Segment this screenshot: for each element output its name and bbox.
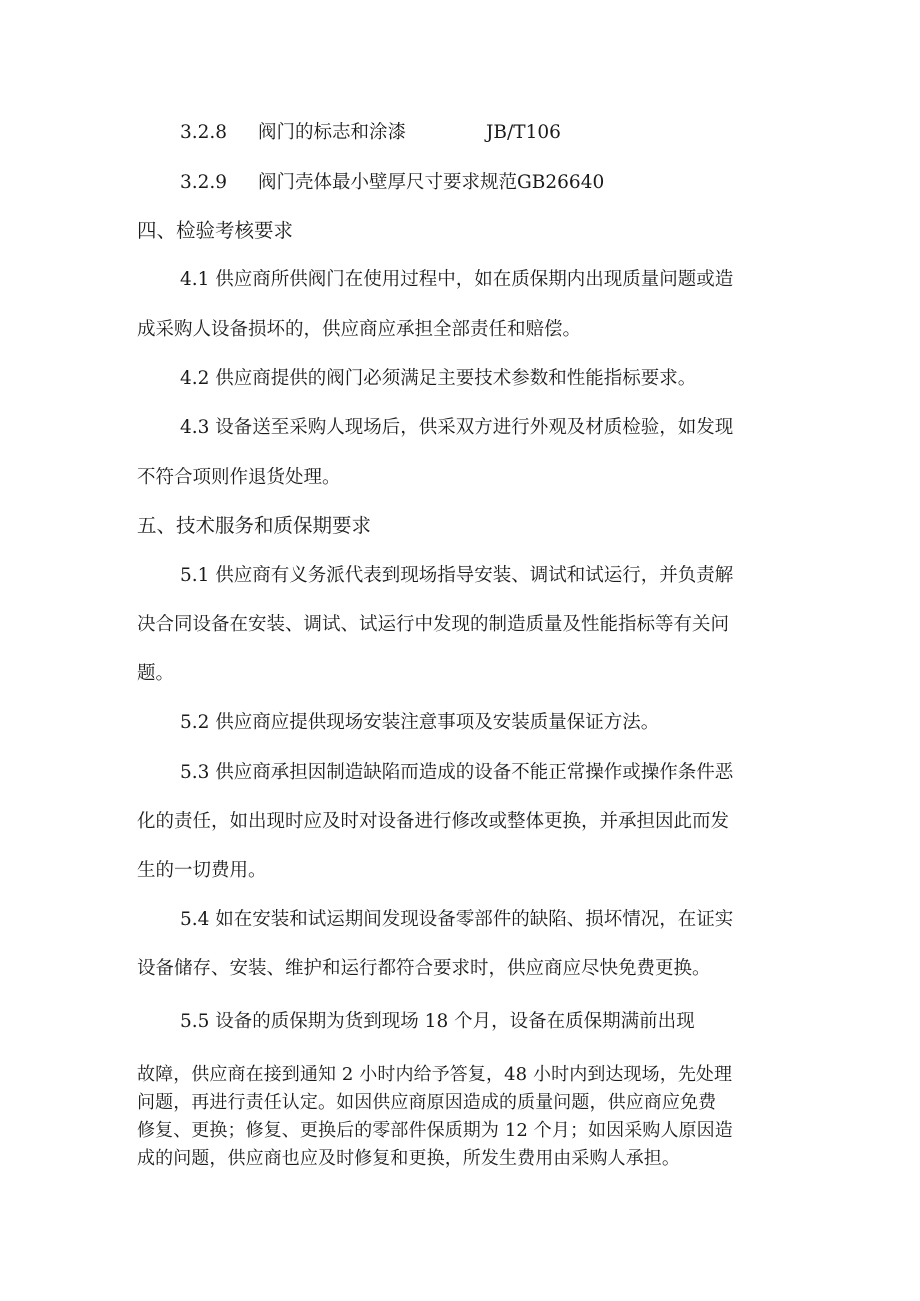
paragraph-5-3-line-2: 化的责任，如出现时应及时对设备进行修改或整体更换，并承担因此而发 <box>137 811 730 832</box>
paragraph-5-5-line-3: 问题，再进行责任认定。如因供应商原因造成的质量问题，供应商应免费 <box>137 1092 717 1113</box>
paragraph-5-4-line-2: 设备储存、安装、维护和运行都符合要求时，供应商应尽快免费更换。 <box>137 958 711 979</box>
paragraph-4-2: 4.2 供应商提供的阀门必须满足主要技术参数和性能指标要求。 <box>180 368 697 389</box>
clause-title: 阀门的标志和涂漆 <box>258 122 407 143</box>
clause-standard: GB26640 <box>517 172 605 193</box>
paragraph-5-5-line-1: 5.5 设备的质保期为货到现场 18 个月，设备在质保期满前出现 <box>180 1011 695 1032</box>
clause-number: 3.2.9 <box>180 172 228 193</box>
paragraph-5-1-line-3: 题。 <box>137 663 175 684</box>
clause-standard: JB/T106 <box>486 122 561 143</box>
paragraph-5-2: 5.2 供应商应提供现场安装注意事项及安装质量保证方法。 <box>180 712 660 733</box>
section-5-heading: 五、技术服务和质保期要求 <box>137 514 372 537</box>
paragraph-5-5-line-5: 成的问题，供应商也应及时修复和更换，所发生费用由采购人承担。 <box>137 1148 680 1169</box>
paragraph-4-1-line-1: 4.1 供应商所供阀门在使用过程中，如在质保期内出现质量问题或造 <box>180 269 734 290</box>
clause-3-2-9 <box>180 174 604 193</box>
paragraph-4-3-line-1: 4.3 设备送至采购人现场后，供采双方进行外观及材质检验，如发现 <box>180 417 734 438</box>
paragraph-4-1-line-2: 成采购人设备损坏的，供应商应承担全部责任和赔偿。 <box>137 319 582 340</box>
paragraph-5-1-line-1: 5.1 供应商有义务派代表到现场指导安装、调试和试运行，并负责解 <box>180 565 734 586</box>
section-4-heading: 四、检验考核要求 <box>137 219 294 242</box>
paragraph-5-5-line-4: 修复、更换；修复、更换后的零部件保质期为 12 个月；如因采购人原因造 <box>137 1120 733 1141</box>
paragraph-4-3-line-2: 不符合项则作退货处理。 <box>137 467 341 488</box>
paragraph-5-4-line-1: 5.4 如在安装和试运期间发现设备零部件的缺陷、损坏情况，在证实 <box>180 909 734 930</box>
paragraph-5-5-line-2: 故障，供应商在接到通知 2 小时内给予答复，48 小时内到达现场，先处理 <box>137 1064 733 1085</box>
clause-3-2-8 <box>180 124 561 143</box>
clause-title: 阀门壳体最小壁厚尺寸要求规范 <box>258 172 518 193</box>
clause-number: 3.2.8 <box>180 122 228 143</box>
paragraph-5-1-line-2: 决合同设备在安装、调试、试运行中发现的制造质量及性能指标等有关问 <box>137 614 730 635</box>
paragraph-5-3-line-1: 5.3 供应商承担因制造缺陷而造成的设备不能正常操作或操作条件恶 <box>180 762 734 783</box>
paragraph-5-3-line-3: 生的一切费用。 <box>137 860 267 881</box>
